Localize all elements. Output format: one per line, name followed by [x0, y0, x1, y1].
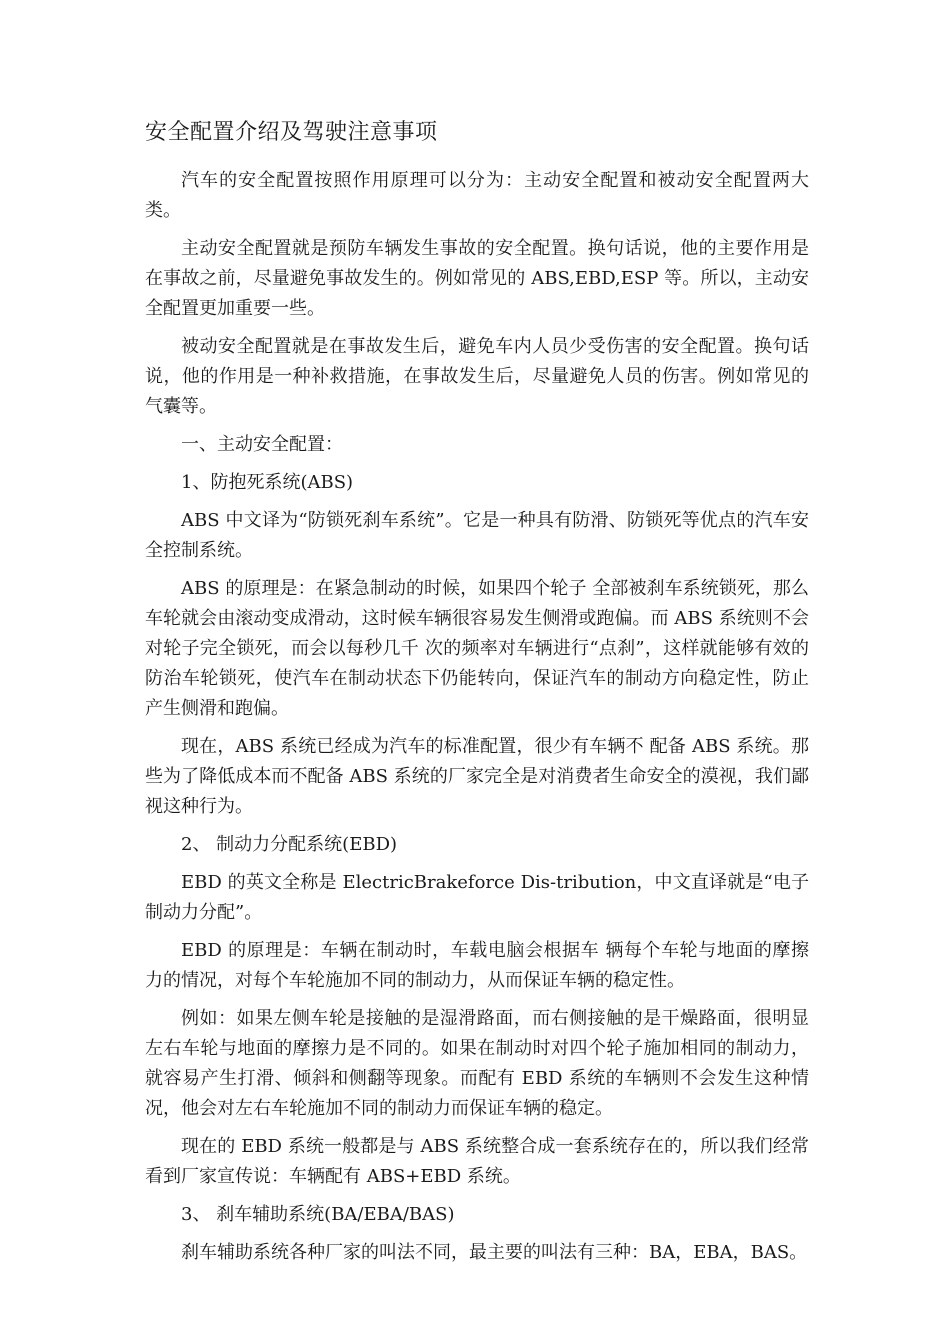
paragraph-ebd-definition: EBD 的英文全称是 ElectricBrakeforce Dis-tribution，中文直译就是“电子制动力分配”。	[145, 872, 809, 923]
paragraph-intro: 汽车的安全配置按照作用原理可以分为：主动安全配置和被动安全配置两大类。	[145, 170, 809, 221]
document-page	[145, 116, 809, 1276]
section-heading-active-safety: 一、主动安全配置：	[181, 434, 343, 455]
document-title: 安全配置介绍及驾驶注意事项	[145, 120, 438, 145]
paragraph-active-safety: 主动安全配置就是预防车辆发生事故的安全配置。换句话说，他的主要作用是在事故之前，尽量避免事故发生的。例如常见的 ABS,EBD,ESP 等。所以，主动安全配置更加重要一些。	[145, 238, 809, 319]
paragraph-abs-standard: 现在，ABS 系统已经成为汽车的标准配置，很少有车辆不 配备 ABS 系统。那些为了降低成本而不配备 ABS 系统的厂家完全是对消费者生命安全的漠视，我们鄙视这种行为。	[145, 736, 809, 817]
paragraph-ebd-principle: EBD 的原理是：车辆在制动时，车载电脑会根据车 辆每个车轮与地面的摩擦力的情况，对每个车轮施加不同的制动力，从而保证车辆的稳定性。	[145, 940, 809, 991]
subsection-heading-abs: 1、防抱死系统(ABS)	[181, 472, 354, 493]
paragraph-passive-safety: 被动安全配置就是在事故发生后，避免车内人员少受伤害的安全配置。换句话说，他的作用是一种补救措施，在事故发生后，尽量避免人员的伤害。例如常见的气囊等。	[145, 336, 809, 417]
paragraph-ebd-integration: 现在的 EBD 系统一般都是与 ABS 系统整合成一套系统存在的，所以我们经常看到厂家宣传说：车辆配有 ABS+EBD 系统。	[145, 1136, 809, 1187]
paragraph-abs-definition: ABS 中文译为“防锁死刹车系统”。它是一种具有防滑、防锁死等优点的汽车安全控制系统。	[145, 510, 809, 561]
subsection-heading-ebd: 2、 制动力分配系统(EBD)	[181, 834, 398, 855]
paragraph-ebd-example: 例如：如果左侧车轮是接触的是湿滑路面，而右侧接触的是干燥路面，很明显左右车轮与地面的摩擦力是不同的。如果在制动时对四个轮子施加相同的制动力，就容易产生打滑、倾斜和侧翻等现象。而配有 EBD 系统的车辆则不会发生这种情况，他会对左右车轮施加不同的制动力而保证车辆的稳定。	[145, 1008, 809, 1119]
paragraph-brake-assist-names: 刹车辅助系统各种厂家的叫法不同，最主要的叫法有三种：BA，EBA，BAS。	[181, 1242, 808, 1263]
paragraph-abs-principle: ABS 的原理是：在紧急制动的时候，如果四个轮子 全部被刹车系统锁死，那么车轮就会由滚动变成滑动，这时候车辆很容易发生侧滑或跑偏。而 ABS 系统则不会对轮子完全锁死，而会以每秒几千 次的频率对车辆进行“点刹”，这样就能够有效的防治车轮锁死，使汽车在制动状态下仍能转向，保证汽车的制动方向稳定性，防止产生侧滑和跑偏。	[145, 578, 809, 719]
subsection-heading-brake-assist: 3、 刹车辅助系统(BA/EBA/BAS)	[181, 1204, 455, 1225]
